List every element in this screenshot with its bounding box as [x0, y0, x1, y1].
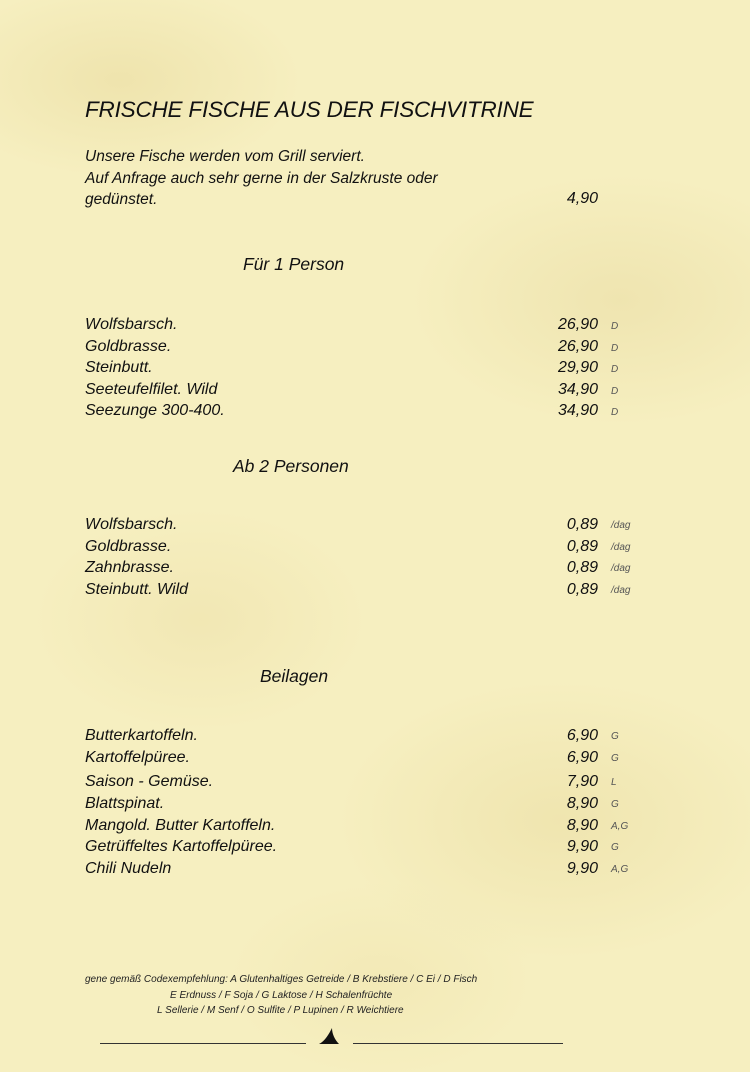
menu-item-name: Butterkartoffeln.	[85, 727, 198, 744]
allergen-code: A,G	[611, 821, 629, 832]
allergen-code: D	[611, 364, 619, 375]
menu-item-price: 26,90	[557, 338, 598, 355]
menu-item-name: Seeteufelfilet. Wild	[85, 381, 218, 398]
allergen-code: G	[611, 799, 619, 810]
footer-rule-left	[100, 1043, 306, 1044]
menu-item-price: 0,89	[566, 581, 598, 598]
allergen-code: A,G	[611, 864, 629, 875]
menu-item-price: 0,89	[566, 516, 598, 533]
section-heading-beilagen: Beilagen	[260, 666, 329, 686]
menu-item-name: Steinbutt.	[85, 359, 153, 376]
shark-fin-icon	[318, 1027, 340, 1050]
page-title: FRISCHE FISCHE AUS DER FISCHVITRINE	[85, 97, 534, 122]
menu-item-name: Steinbutt. Wild	[85, 581, 189, 598]
unit-label: /dag	[611, 520, 631, 531]
intro-price: 4,90	[566, 190, 598, 207]
menu-item-price: 29,90	[557, 359, 598, 376]
allergen-code: D	[611, 343, 619, 354]
menu-item-price: 7,90	[566, 773, 598, 790]
unit-label: /dag	[611, 563, 631, 574]
menu-item-price: 8,90	[566, 817, 598, 834]
allergen-code: G	[611, 753, 619, 764]
menu-item-price: 8,90	[566, 795, 598, 812]
menu-item-name: Goldbrasse.	[85, 338, 172, 355]
menu-item-name: Kartoffelpüree.	[85, 749, 190, 766]
allergen-code: D	[611, 321, 619, 332]
menu-item-price: 34,90	[557, 402, 598, 419]
menu-item-price: 0,89	[566, 538, 598, 555]
menu-item-name: Zahnbrasse.	[85, 559, 174, 576]
menu-item-price: 34,90	[557, 381, 598, 398]
allergen-legend-line-1: gene gemäß Codexempfehlung: A Glutenhaltiges Getreide / B Krebstiere / C Ei / D Fisch	[85, 974, 478, 985]
allergen-legend-line-2: E Erdnuss / F Soja / G Laktose / H Schalenfrüchte	[170, 990, 393, 1001]
menu-item-price: 9,90	[566, 860, 598, 877]
allergen-code: L	[611, 777, 617, 788]
unit-label: /dag	[611, 585, 631, 596]
intro-line-3: gedünstet.	[85, 191, 158, 208]
menu-item-price: 26,90	[557, 316, 598, 333]
footer-rule-right	[353, 1043, 563, 1044]
menu-item-price: 0,89	[566, 559, 598, 576]
menu-item-name: Goldbrasse.	[85, 538, 172, 555]
unit-label: /dag	[611, 542, 631, 553]
menu-item-name: Wolfsbarsch.	[85, 516, 178, 533]
menu-item-name: Saison - Gemüse.	[85, 773, 214, 790]
section-heading-ab-2-personen: Ab 2 Personen	[233, 456, 349, 476]
intro-line-2: Auf Anfrage auch sehr gerne in der Salzkruste oder	[85, 170, 438, 187]
allergen-code: D	[611, 407, 619, 418]
menu-item-name: Seezunge 300-400.	[85, 402, 225, 419]
allergen-legend-line-3: L Sellerie / M Senf / O Sulfite / P Lupinen / R Weichtiere	[157, 1005, 404, 1016]
menu-item-name: Wolfsbarsch.	[85, 316, 178, 333]
intro-line-1: Unsere Fische werden vom Grill serviert.	[85, 148, 365, 165]
allergen-code: D	[611, 386, 619, 397]
allergen-code: G	[611, 731, 619, 742]
section-heading-fuer-1-person: Für 1 Person	[243, 254, 345, 274]
menu-item-price: 9,90	[566, 838, 598, 855]
allergen-code: G	[611, 842, 619, 853]
menu-item-price: 6,90	[566, 727, 598, 744]
menu-item-name: Blattspinat.	[85, 795, 165, 812]
menu-item-name: Chili Nudeln	[85, 860, 172, 877]
menu-item-name: Mangold. Butter Kartoffeln.	[85, 817, 276, 834]
menu-item-price: 6,90	[566, 749, 598, 766]
menu-item-name: Getrüffeltes Kartoffelpüree.	[85, 838, 278, 855]
